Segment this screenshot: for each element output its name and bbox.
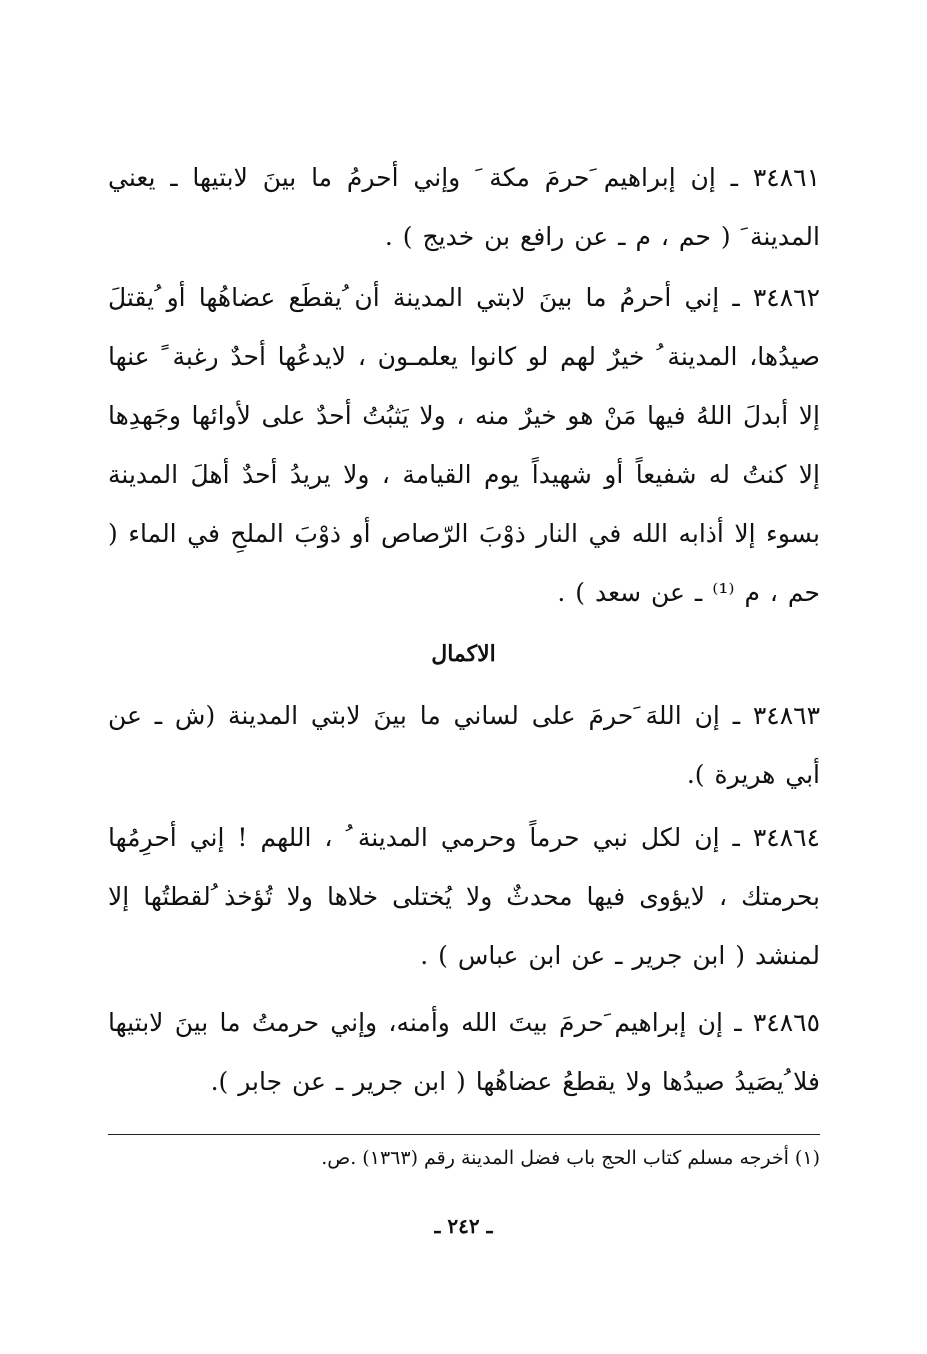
hadith-34862: ٣٤٨٦٢ ـ إني أحرمُ ما بينَ لابتي المدينة أن ُيقطَع عضاهُها أو ُيقتلَ صيدُها، المدينة ُ خيرٌ لهم لو كانوا يعلمـون ، لايدعُها أحدٌ رغبة ً عنها إلا أبدلَ اللهُ فيها مَنْ هو خيرٌ منه ، ولا يَثبُتُ أحدٌ على لأوائها وجَهدِها إلا كنتُ له شفيعاً أو شهيداً يوم القيامة ، ولا يريدُ أحدٌ أهلَ المدينة بسوء إلا أذابه الله في النار ذوْبَ الرّصاص أو ذوْبَ الملحِ في الماء ( حم ، م ⁽¹⁾ ـ عن سعد ) . (108, 283, 820, 607)
section-heading: الاكمال (431, 641, 496, 667)
footnote: (١) أخرجه مسلم كتاب الحج باب فضل المدينة رقم (١٣٦٣) .ص. (321, 1147, 820, 1169)
hadith-34863: ٣٤٨٦٣ ـ إن اللهَ َحرمَ على لساني ما بينَ لابتي المدينة (ش ـ عن أبي هريرة ). (108, 701, 820, 789)
footnote-divider (108, 1134, 820, 1135)
hadith-34864: ٣٤٨٦٤ ـ إن لكل نبي حرماً وحرمي المدينة ُ ، اللهم ! إني أحرِمُها بحرمتك ، لايؤوى فيها محدثٌ ولا يُختلى خلاها ولا تُؤخذ ُلقطتُها إلا لمنشد ( ابن جرير ـ عن ابن عباس ) . (108, 823, 820, 970)
hadith-34861: ٣٤٨٦١ ـ إن إبراهيم َحرمَ مكة َ وإني أحرمُ ما بينَ لابتيها ـ يعني المدينة َ ( حم ، م ـ عن رافع بن خديج ) . (108, 163, 820, 251)
page-number: ـ ٢٤٢ ـ (434, 1214, 493, 1238)
hadith-34865: ٣٤٨٦٥ ـ إن إبراهيم َحرمَ بيتَ الله وأمنه، وإني حرمتُ ما بينَ لابتيها فلا ُيصَيدُ صيدُها ولا يقطعُ عضاهُها ( ابن جرير ـ عن جابر ). (108, 1008, 820, 1096)
